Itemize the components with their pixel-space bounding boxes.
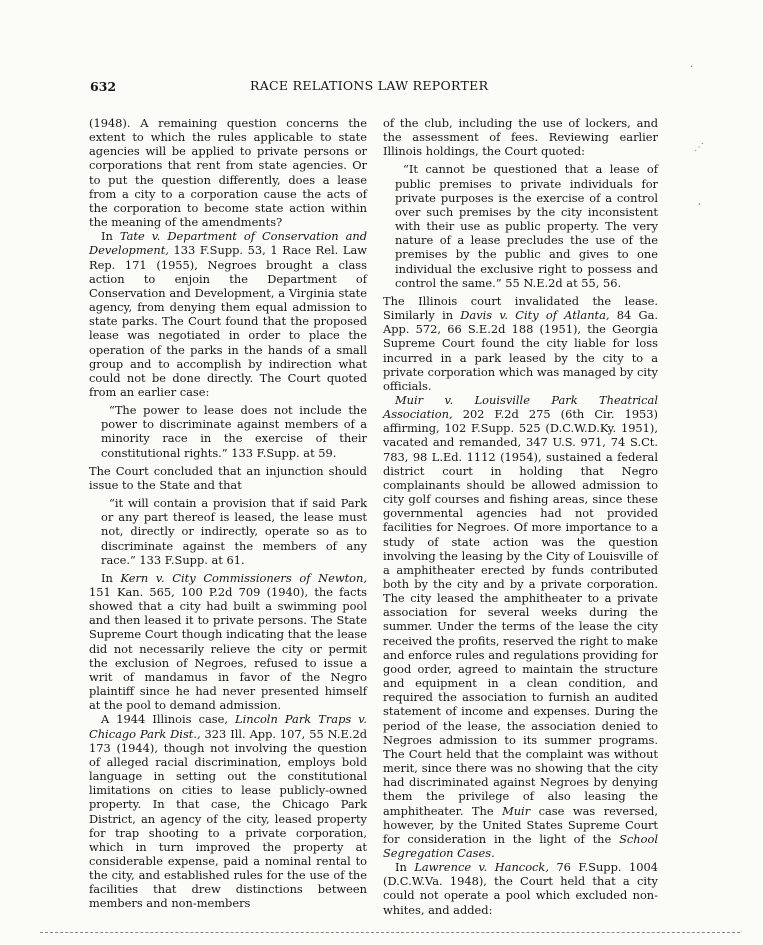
scan-edge-artifact bbox=[40, 932, 740, 934]
running-head: RACE RELATIONS LAW REPORTER bbox=[250, 78, 489, 93]
case-name: Muir bbox=[502, 803, 531, 818]
paragraph-lawrence: In Lawrence v. Hancock, 76 F.Supp. 1004 (D.C.W.Va. 1948), the Court held that a city could not operate a pool which excluded non-whites, and added: bbox=[383, 860, 658, 917]
paragraph: (1948). A remaining question concerns the extent to which the rules applicable to state agencies will be applied to private persons or corporations that rent from state agencies. Or to put the question differently, does a lease from a city to a corporation cause the acts of the corporation to become state action within the meaning of the amendments? bbox=[89, 116, 367, 230]
paragraph-lincoln-park: A 1944 Illinois case, Lincoln Park Traps v. Chicago Park Dist., 323 Ill. App. 107, 55 N.E.2d 173 (1944), though not involving the question of alleged racial discrimination, employs bold language in setting out the constitutional limitations on cities to lease publicly-owned property. In that case, the Chicago Park District, an agency of the city, leased property for trap shooting to a private corporation, which in turn improved the property at considerable expense, paid a nominal rental to the city, and established rules for the use of the facilities that drew distinctions between members and non-members bbox=[89, 712, 367, 911]
case-name: Lincoln Park Traps v. Chicago Park Dist., bbox=[89, 712, 367, 741]
case-name: Tate v. Department of Conservation and Development, bbox=[89, 229, 367, 258]
case-name: School Segregation Cases. bbox=[383, 831, 658, 860]
scan-speck: · bbox=[690, 62, 694, 73]
scan-speck: ⋰ bbox=[694, 142, 704, 153]
case-name: Kern v. City Commissioners of Newton, bbox=[120, 570, 367, 585]
case-name: Davis v. City of Atlanta, bbox=[460, 308, 610, 323]
case-name: Lawrence v. Hancock, bbox=[414, 860, 549, 875]
block-quote: “it will contain a provision that if said Park or any part thereof is leased, the lease must not, directly or indirectly, operate so as to discriminate against the members of any race.” 133 F.Supp. at 61. bbox=[101, 496, 367, 567]
paragraph-tate: In Tate v. Department of Conservation and Development, 133 F.Supp. 53, 1 Race Rel. Law Rep. 171 (1955), Negroes brought a class action to enjoin the Department of Conservation and Development, a Virginia state agency, from denying them equal admission to state parks. The Court found that the proposed lease was negotiated in order to place the operation of the parks in the hands of a small group and to accomplish by indirection what could not be done directly. The Court quoted from an earlier case: bbox=[89, 229, 367, 399]
paragraph-kern: In Kern v. City Commissioners of Newton, 151 Kan. 565, 100 P.2d 709 (1940), the facts showed that a city had built a swimming pool and then leased it to private persons. The State Supreme Court though indicating that the lease did not necessarily relieve the city or permit the exclusion of Negroes, refused to issue a writ of mandamus in favor of the Negro plaintiff since he had never presented himself at the pool to demand admission. bbox=[89, 570, 367, 713]
left-column bbox=[89, 116, 367, 911]
paragraph-muir: Muir v. Louisville Park Theatrical Association, 202 F.2d 275 (6th Cir. 1953) affirming, 102 F.Supp. 525 (D.C.W.D.Ky. 1951), vacated and remanded, 347 U.S. 971, 74 S.Ct. 783, 98 L.Ed. 1112 (1954), sustained a federal district court in holding that Negro complainants should be allowed admission to city golf courses and fishing areas, since these governmental agencies had not provided facilities for Negroes. Of more importance to a study of state action was the question involving the leasing by the City of Louisville of a amphitheater erected by funds contributed both by the city and by a private corporation. The city leased the amphitheater to a private association for several weeks during the summer. Under the terms of the lease the city received the profits, reserved the right to make and enforce rules and regulations providing for good order, agreed to maintain the structure and equipment in a clean condition, and required the association to furnish an audited statement of income and expenses. During the period of the lease, the association denied to Negroes admission to its summer programs. The Court held that the complaint was without merit, since there was no showing that the city had discriminated against Negroes by denying them the privilege of also leasing the amphitheater. The Muir case was reversed, however, by the United States Supreme Court for consideration in the light of the School Segregation Cases. bbox=[383, 392, 659, 860]
scan-speck: , bbox=[698, 196, 702, 207]
paragraph: of the club, including the use of lockers, and the assessment of fees. Reviewing earlier Illinois holdings, the Court quoted: bbox=[383, 116, 658, 159]
right-column bbox=[383, 116, 658, 917]
block-quote: “It cannot be questioned that a lease of public premises to private individuals for private purposes is the exercise of a control over such premises by the city inconsistent with their use as public property. The very nature of a lease precludes the use of the premises by the public and gives to one individual the exclusive right to possess and control the same.” 55 N.E.2d at 55, 56. bbox=[395, 162, 658, 290]
paragraph: The Court concluded that an injunction should issue to the State and that bbox=[89, 463, 367, 492]
case-name: Muir v. Louisville Park Theatrical Association, bbox=[383, 392, 658, 422]
block-quote: “The power to lease does not include the power to discriminate against members of a minority race in the exercise of their constitutional rights.” 133 F.Supp. at 59. bbox=[101, 403, 367, 460]
page-number: 632 bbox=[90, 79, 117, 94]
paragraph-davis: The Illinois court invalidated the lease. Similarly in Davis v. City of Atlanta, 84 Ga. App. 572, 66 S.E.2d 188 (1951), the Georgia Supreme Court found the city liable for loss incurred in a park leased by the city to a private corporation which was managed by city officials. bbox=[383, 293, 659, 393]
